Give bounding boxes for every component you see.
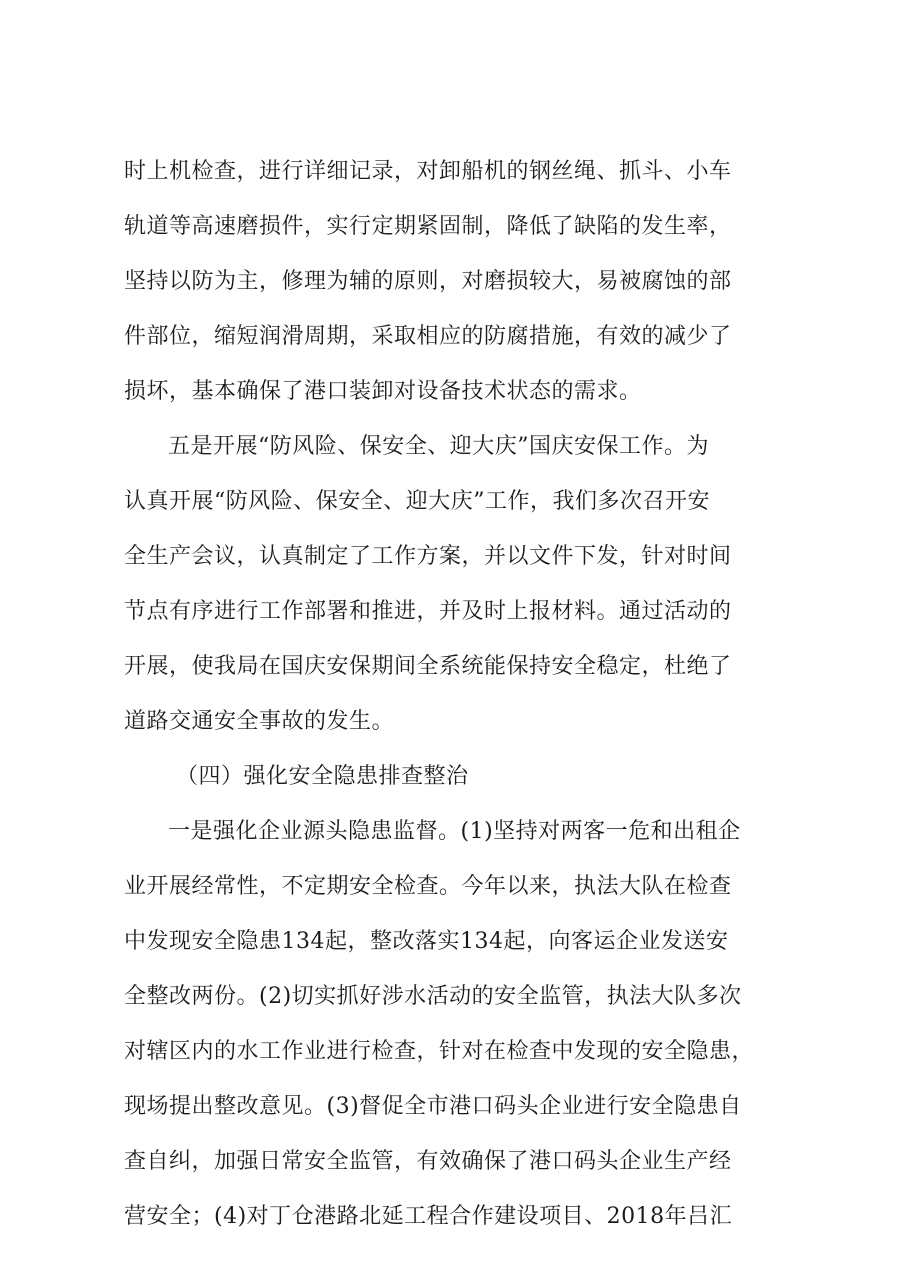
paragraph-line: 损坏，基本确保了港口装卸对设备技术状态的需求。 (124, 379, 642, 404)
paragraph-line: 现场提出整改意见。(3)督促全市港口码头企业进行安全隐患自 (124, 1094, 742, 1119)
paragraph-line: 件部位，缩短润滑周期，采取相应的防腐措施，有效的减少了 (124, 324, 732, 349)
paragraph-line: 五是开展“防风险、保安全、迎大庆”国庆安保工作。为 (168, 434, 709, 459)
paragraph-line: 全生产会议，认真制定了工作方案，并以文件下发，针对时间 (124, 544, 732, 569)
paragraph-line: 坚持以防为主，修理为辅的原则，对磨损较大，易被腐蚀的部 (124, 269, 732, 294)
paragraph-line: 开展，使我局在国庆安保期间全系统能保持安全稳定，杜绝了 (124, 654, 732, 679)
paragraph-line: 节点有序进行工作部署和推进，并及时上报材料。通过活动的 (124, 599, 732, 624)
paragraph-line: 一是强化企业源头隐患监督。(1)坚持对两客一危和出租企 (168, 819, 741, 844)
section-heading: （四）强化安全隐患排查整治 (176, 764, 469, 789)
paragraph-line: 道路交通安全事故的发生。 (124, 709, 395, 734)
paragraph-line: 认真开展“防风险、保安全、迎大庆”工作，我们多次召开安 (124, 489, 710, 514)
paragraph-line: 全整改两份。(2)切实抓好涉水活动的安全监管，执法大队多次 (124, 984, 742, 1009)
paragraph-line: 时上机检查，进行详细记录，对卸船机的钢丝绳、抓斗、小车 (124, 159, 732, 184)
paragraph-line: 营安全；(4)对丁仓港路北延工程合作建设项目、2018年吕汇 (124, 1204, 733, 1229)
paragraph-line: 轨道等高速磨损件，实行定期紧固制，降低了缺陷的发生率， (124, 214, 732, 239)
paragraph-line: 业开展经常性，不定期安全检查。今年以来，执法大队在检查 (124, 874, 732, 899)
paragraph-line: 查自纠，加强日常安全监管，有效确保了港口码头企业生产经 (124, 1149, 732, 1174)
paragraph-line: 中发现安全隐患134起，整改落实134起，向客运企业发送安 (124, 929, 729, 954)
paragraph-line: 对辖区内的水工作业进行检查，针对在检查中发现的安全隐患， (124, 1039, 755, 1064)
